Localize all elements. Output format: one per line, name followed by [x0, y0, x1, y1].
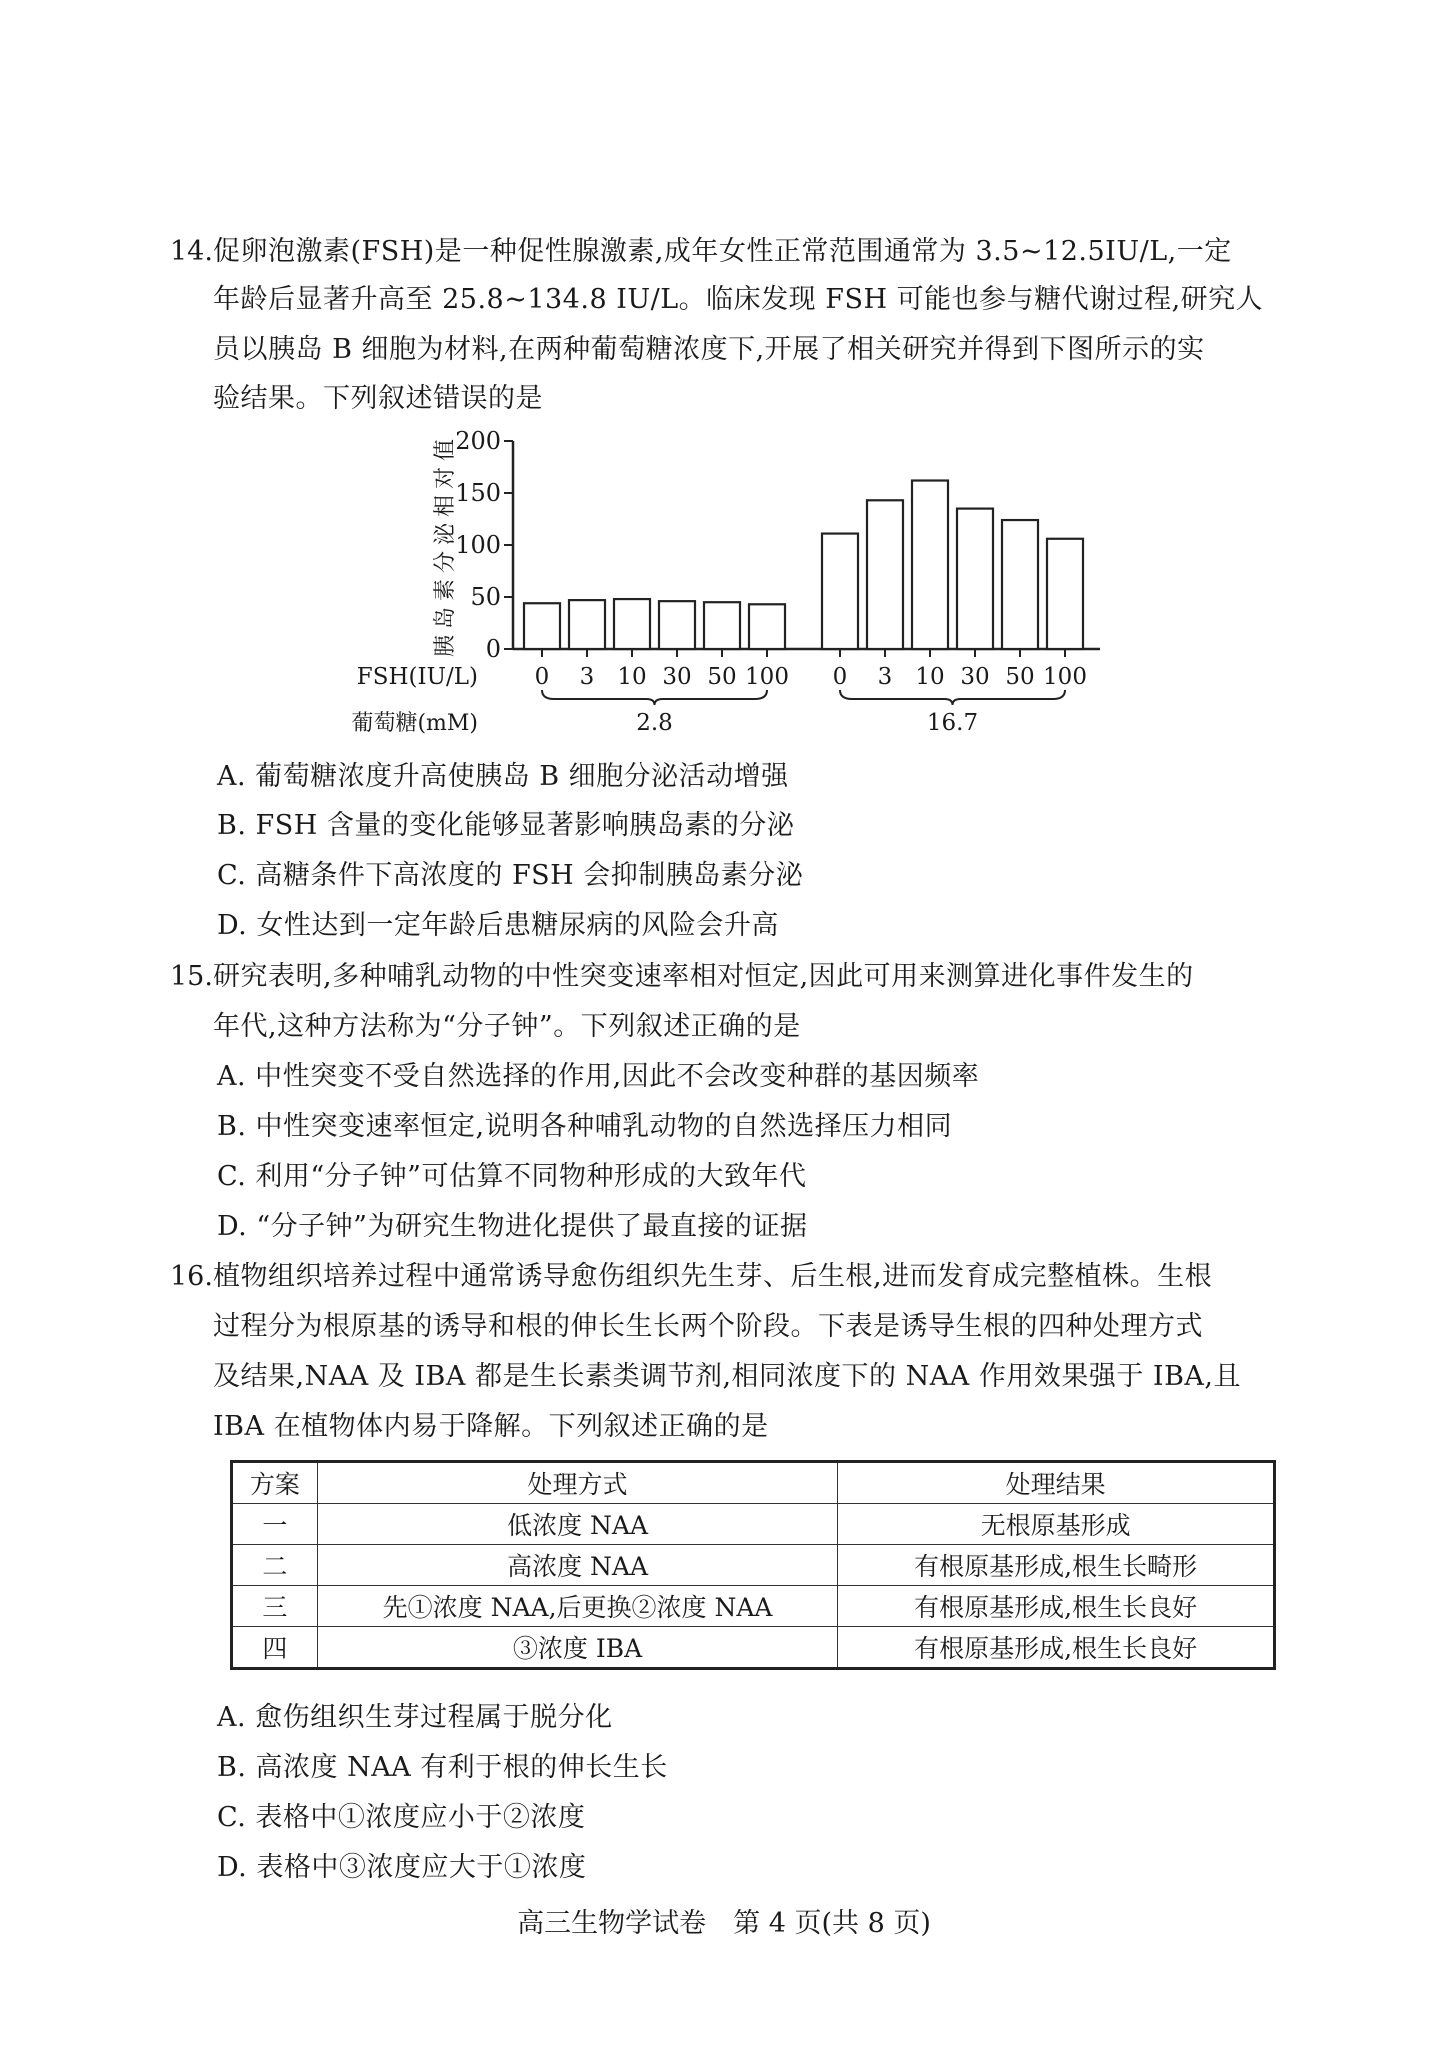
bar: [1002, 520, 1038, 649]
question-text-line: 促卵泡激素(FSH)是一种促性腺激素,成年女性正常范围通常为 3.5~12.5IU/L,一定: [213, 236, 1232, 267]
bar: [659, 601, 695, 649]
option-b: B. 中性突变速率恒定,说明各种哺乳动物的自然选择压力相同: [217, 1111, 953, 1142]
table-cell: 四: [232, 1627, 318, 1669]
group-brace: [542, 690, 767, 705]
option-c: C. 利用“分子钟”可估算不同物种形成的大致年代: [217, 1161, 807, 1192]
bar: [569, 600, 605, 649]
y-tick-label: 50: [470, 583, 501, 611]
group-axis-label: 葡萄糖(mM): [351, 711, 478, 736]
option-d: D. 表格中③浓度应大于①浓度: [217, 1852, 587, 1883]
table-row: [232, 1586, 1275, 1627]
question-text-line: IBA 在植物体内易于降解。下列叙述正确的是: [213, 1411, 769, 1442]
question-number: 15.: [170, 961, 213, 992]
table-header-row: [232, 1462, 1275, 1504]
option-a: A. 中性突变不受自然选择的作用,因此不会改变种群的基因频率: [217, 1061, 980, 1092]
option-a: A. 葡萄糖浓度升高使胰岛 B 细胞分泌活动增强: [217, 761, 789, 792]
y-tick-label: 200: [455, 427, 501, 455]
table-cell: 无根原基形成: [838, 1504, 1275, 1545]
x-tick-label: 30: [960, 664, 990, 690]
bar: [912, 481, 948, 649]
table-cell: 有根原基形成,根生长良好: [838, 1627, 1275, 1669]
y-axis-label: 胰岛素分泌相对值: [433, 432, 458, 658]
bar: [614, 599, 650, 649]
x-tick-label: 30: [662, 664, 692, 690]
table-cell: 高浓度 NAA: [317, 1545, 838, 1586]
table-cell: 先①浓度 NAA,后更换②浓度 NAA: [317, 1586, 838, 1627]
treatment-table: [230, 1460, 1276, 1670]
x-tick-label: 100: [745, 664, 789, 690]
bar: [867, 500, 903, 649]
question-text-line: 及结果,NAA 及 IBA 都是生长素类调节剂,相同浓度下的 NAA 作用效果强于 IBA,且: [213, 1361, 1241, 1392]
question-text-line: 年龄后显著升高至 25.8~134.8 IU/L。临床发现 FSH 可能也参与糖代谢过程,研究人: [213, 284, 1264, 315]
y-tick-label: 0: [485, 635, 501, 663]
x-tick-label: 50: [707, 664, 737, 690]
x-tick-label: 0: [534, 664, 550, 690]
table-cell: 低浓度 NAA: [317, 1504, 838, 1545]
page-footer: 高三生物学试卷 第 4 页(共 8 页): [517, 1908, 931, 1939]
group-label: 2.8: [636, 710, 673, 736]
x-tick-label: 0: [832, 664, 848, 690]
table-row: [232, 1627, 1275, 1669]
table-cell: 一: [232, 1504, 318, 1545]
question-text-line: 年代,这种方法称为“分子钟”。下列叙述正确的是: [213, 1011, 801, 1042]
bar: [957, 509, 993, 649]
bar: [822, 534, 858, 649]
table-header-cell: 处理结果: [838, 1462, 1275, 1504]
option-b: B. 高浓度 NAA 有利于根的伸长生长: [217, 1752, 668, 1783]
bar: [1047, 539, 1083, 649]
table-header-cell: 处理方式: [317, 1462, 838, 1504]
question-text-line: 植物组织培养过程中通常诱导愈伤组织先生芽、后生根,进而发育成完整植株。生根: [213, 1261, 1213, 1292]
question-number: 16.: [170, 1261, 213, 1292]
x-tick-label: 10: [617, 664, 647, 690]
option-b: B. FSH 含量的变化能够显著影响胰岛素的分泌: [217, 810, 795, 841]
option-c: C. 高糖条件下高浓度的 FSH 会抑制胰岛素分泌: [217, 860, 804, 891]
y-tick-label: 100: [455, 531, 501, 559]
table-cell: ③浓度 IBA: [317, 1627, 838, 1669]
y-tick-label: 150: [455, 479, 501, 507]
x-tick-label: 10: [915, 664, 945, 690]
question-text-line: 研究表明,多种哺乳动物的中性突变速率相对恒定,因此可用来测算进化事件发生的: [213, 961, 1194, 992]
table-cell: 三: [232, 1586, 318, 1627]
bar: [749, 604, 785, 649]
option-c: C. 表格中①浓度应小于②浓度: [217, 1802, 586, 1833]
question-number: 14.: [170, 236, 213, 267]
option-d: D. “分子钟”为研究生物进化提供了最直接的证据: [217, 1211, 808, 1242]
question-text-line: 员以胰岛 B 细胞为材料,在两种葡萄糖浓度下,开展了相关研究并得到下图所示的实: [213, 334, 1205, 365]
x-tick-label: 3: [579, 664, 595, 690]
question-text-line: 过程分为根原基的诱导和根的伸长生长两个阶段。下表是诱导生根的四种处理方式: [213, 1311, 1203, 1342]
table-cell: 二: [232, 1545, 318, 1586]
table-row: [232, 1504, 1275, 1545]
question-text-line: 验结果。下列叙述错误的是: [213, 383, 543, 414]
group-brace: [840, 690, 1065, 705]
x-tick-label: 3: [877, 664, 893, 690]
bar: [524, 603, 560, 649]
group-label: 16.7: [926, 710, 979, 736]
x-axis-label: FSH(IU/L): [356, 664, 478, 690]
table-row: [232, 1545, 1275, 1586]
table-header-cell: 方案: [232, 1462, 318, 1504]
x-tick-label: 50: [1005, 664, 1035, 690]
table-cell: 有根原基形成,根生长畸形: [838, 1545, 1275, 1586]
bar: [704, 602, 740, 649]
option-d: D. 女性达到一定年龄后患糖尿病的风险会升高: [217, 910, 779, 941]
table-cell: 有根原基形成,根生长良好: [838, 1586, 1275, 1627]
insulin-secretion-bar-chart: [0, 0, 1448, 760]
x-tick-label: 100: [1043, 664, 1087, 690]
option-a: A. 愈伤组织生芽过程属于脱分化: [217, 1702, 613, 1733]
